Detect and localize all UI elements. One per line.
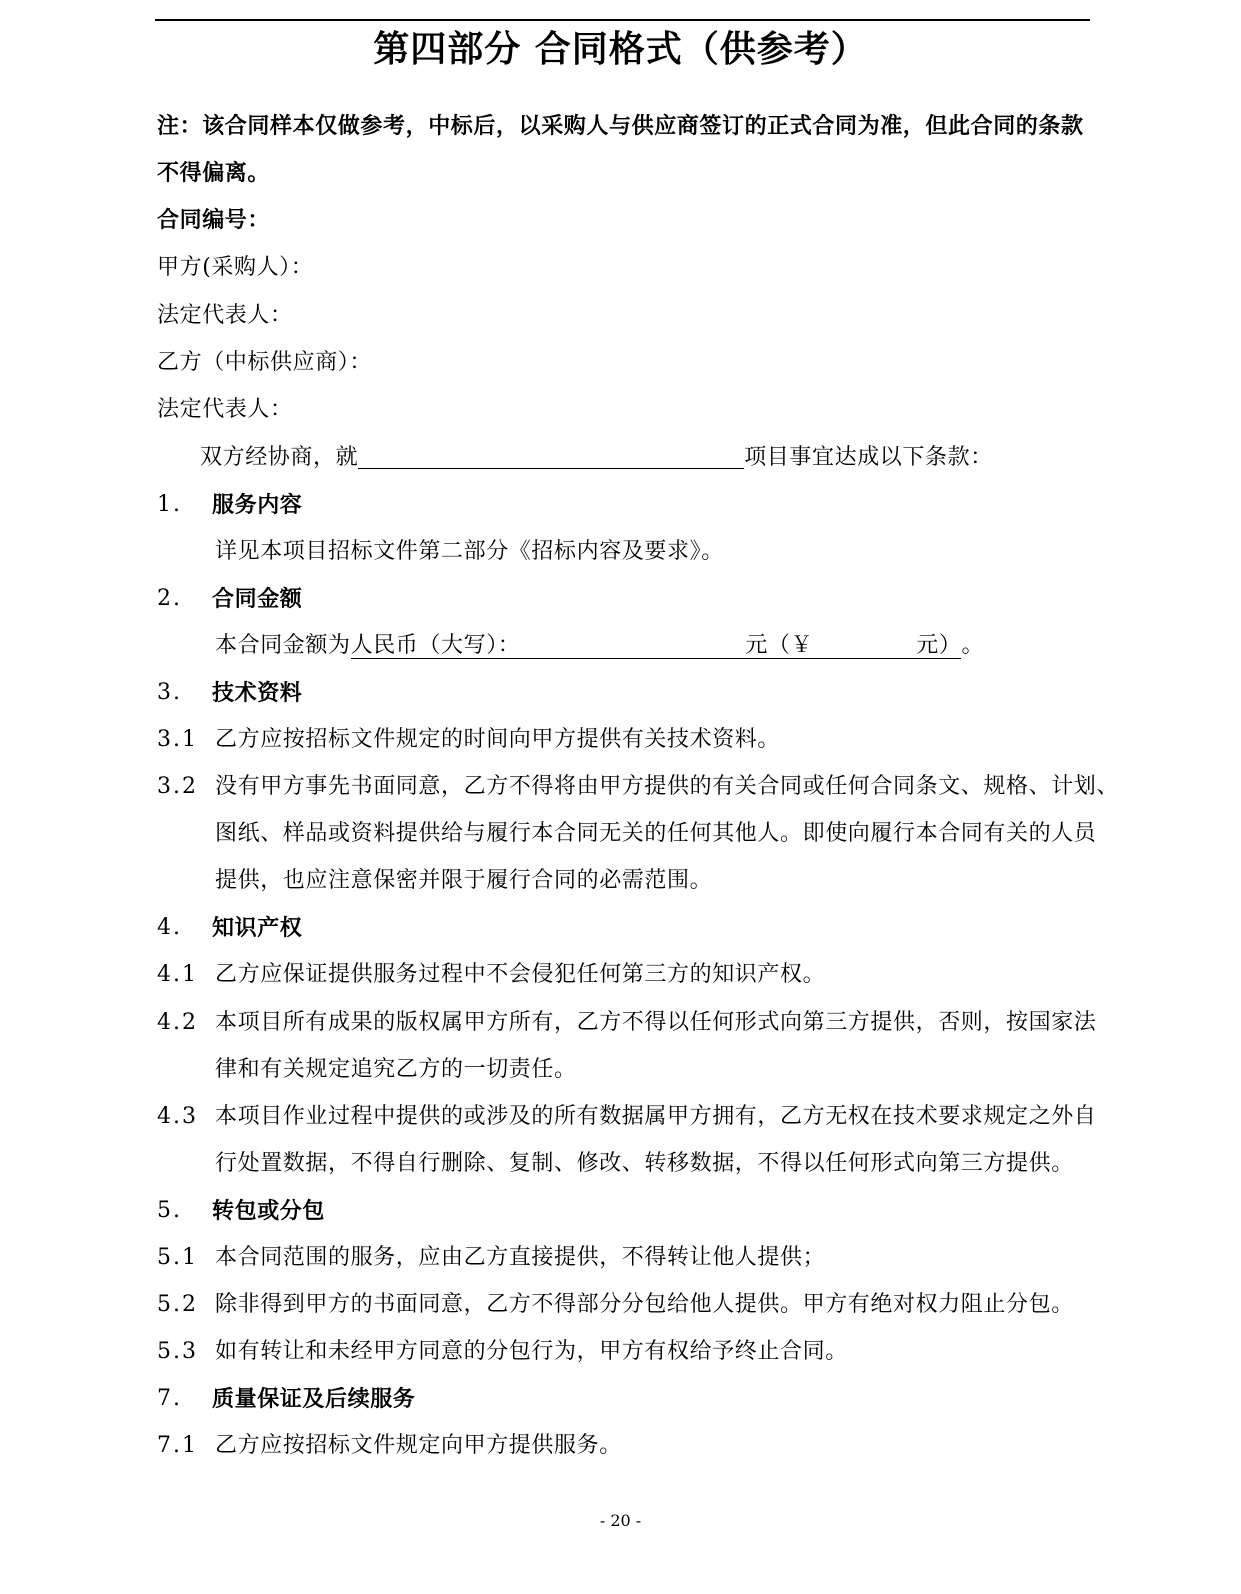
section-4-title: 知识产权 (212, 915, 303, 941)
clause-7-1-number: 7.1 (157, 1433, 198, 1458)
intro-prefix: 双方经协商，就 (200, 445, 359, 470)
clause-4-3-number: 4.3 (157, 1104, 198, 1129)
section-2-number: 2. (157, 586, 182, 611)
top-rule (155, 19, 1090, 21)
party-a-label: 甲方(采购人）： (157, 255, 314, 280)
clause-3-2-text-line-3: 提供，也应注意保密并限于履行合同的必需范围。 (215, 868, 713, 893)
intro-line (200, 443, 993, 473)
clause-4-3-text-line-2: 行处置数据，不得自行删除、复制、修改、转移数据，不得以任何形式向第三方提供。 (215, 1151, 1074, 1176)
clause-3-2-number: 3.2 (157, 774, 198, 799)
clause-5-2-text: 除非得到甲方的书面同意，乙方不得部分分包给他人提供。甲方有绝对权力阻止分包。 (215, 1292, 1074, 1317)
section-3-title: 技术资料 (212, 680, 303, 706)
clause-3-1-number: 3.1 (157, 727, 198, 752)
section-2-title: 合同金额 (212, 586, 303, 612)
clause-5-1-text: 本合同范围的服务，应由乙方直接提供，不得转让他人提供； (215, 1245, 826, 1270)
clause-4-2-number: 4.2 (157, 1010, 198, 1035)
amount-yuan-close: 元） (916, 633, 962, 658)
section-1-number: 1. (157, 492, 182, 517)
section-5-title: 转包或分包 (212, 1198, 326, 1224)
intro-suffix: 项目事宜达成以下条款： (744, 445, 993, 470)
project-name-blank (358, 446, 744, 469)
contract-amount-line (215, 631, 984, 661)
clause-3-2-text-line-2: 图纸、样品或资料提供给与履行本合同无关的任何其他人。即使向履行本合同有关的人员 (215, 821, 1097, 846)
amount-yuan-open: 元（￥ (745, 633, 814, 658)
note-line-2: 不得偏离。 (157, 160, 271, 186)
clause-5-1-number: 5.1 (157, 1245, 198, 1270)
clause-5-2-number: 5.2 (157, 1292, 198, 1317)
section-7-title: 质量保证及后续服务 (212, 1386, 416, 1412)
page-title: 第四部分 合同格式（供参考） (373, 28, 868, 70)
amount-suffix: 。 (961, 633, 985, 658)
section-7-number: 7. (157, 1386, 182, 1411)
clause-4-2-text-line-1: 本项目所有成果的版权属甲方所有，乙方不得以任何形式向第三方提供，否则，按国家法 (215, 1010, 1097, 1035)
clause-3-2-text-line-1: 没有甲方事先书面同意，乙方不得将由甲方提供的有关合同或任何合同条文、规格、计划、 (215, 774, 1120, 799)
amount-currency: 人民币（大写）： (350, 633, 521, 658)
party-a-representative-label: 法定代表人： (157, 303, 293, 328)
party-b-label: 乙方（中标供应商）： (157, 350, 373, 375)
page-number: - 20 - (599, 1511, 642, 1530)
party-b-representative-label: 法定代表人： (157, 397, 293, 422)
clause-4-2-text-line-2: 律和有关规定追究乙方的一切责任。 (215, 1057, 577, 1082)
section-1-title: 服务内容 (212, 492, 303, 518)
amount-underline (351, 634, 962, 659)
clause-4-1-text: 乙方应保证提供服务过程中不会侵犯任何第三方的知识产权。 (215, 962, 826, 987)
clause-7-1-text: 乙方应按招标文件规定向甲方提供服务。 (215, 1433, 622, 1458)
clause-5-3-text: 如有转让和未经甲方同意的分包行为，甲方有权给予终止合同。 (215, 1339, 848, 1364)
clause-4-1-number: 4.1 (157, 962, 198, 987)
section-3-number: 3. (157, 680, 182, 705)
clause-3-1-text: 乙方应按招标文件规定的时间向甲方提供有关技术资料。 (215, 727, 781, 752)
clause-5-3-number: 5.3 (157, 1339, 198, 1364)
note-line-1: 注：该合同样本仅做参考，中标后，以采购人与供应商签订的正式合同为准，但此合同的条款 (157, 113, 1084, 139)
section-5-number: 5. (157, 1198, 182, 1223)
section-1-body: 详见本项目招标文件第二部分《招标内容及要求》。 (215, 539, 724, 564)
clause-4-3-text-line-1: 本项目作业过程中提供的或涉及的所有数据属甲方拥有，乙方无权在技术要求规定之外自 (215, 1104, 1097, 1129)
section-4-number: 4. (157, 915, 182, 940)
contract-number-label: 合同编号： (157, 207, 271, 233)
amount-prefix: 本合同金额为 (215, 633, 351, 658)
